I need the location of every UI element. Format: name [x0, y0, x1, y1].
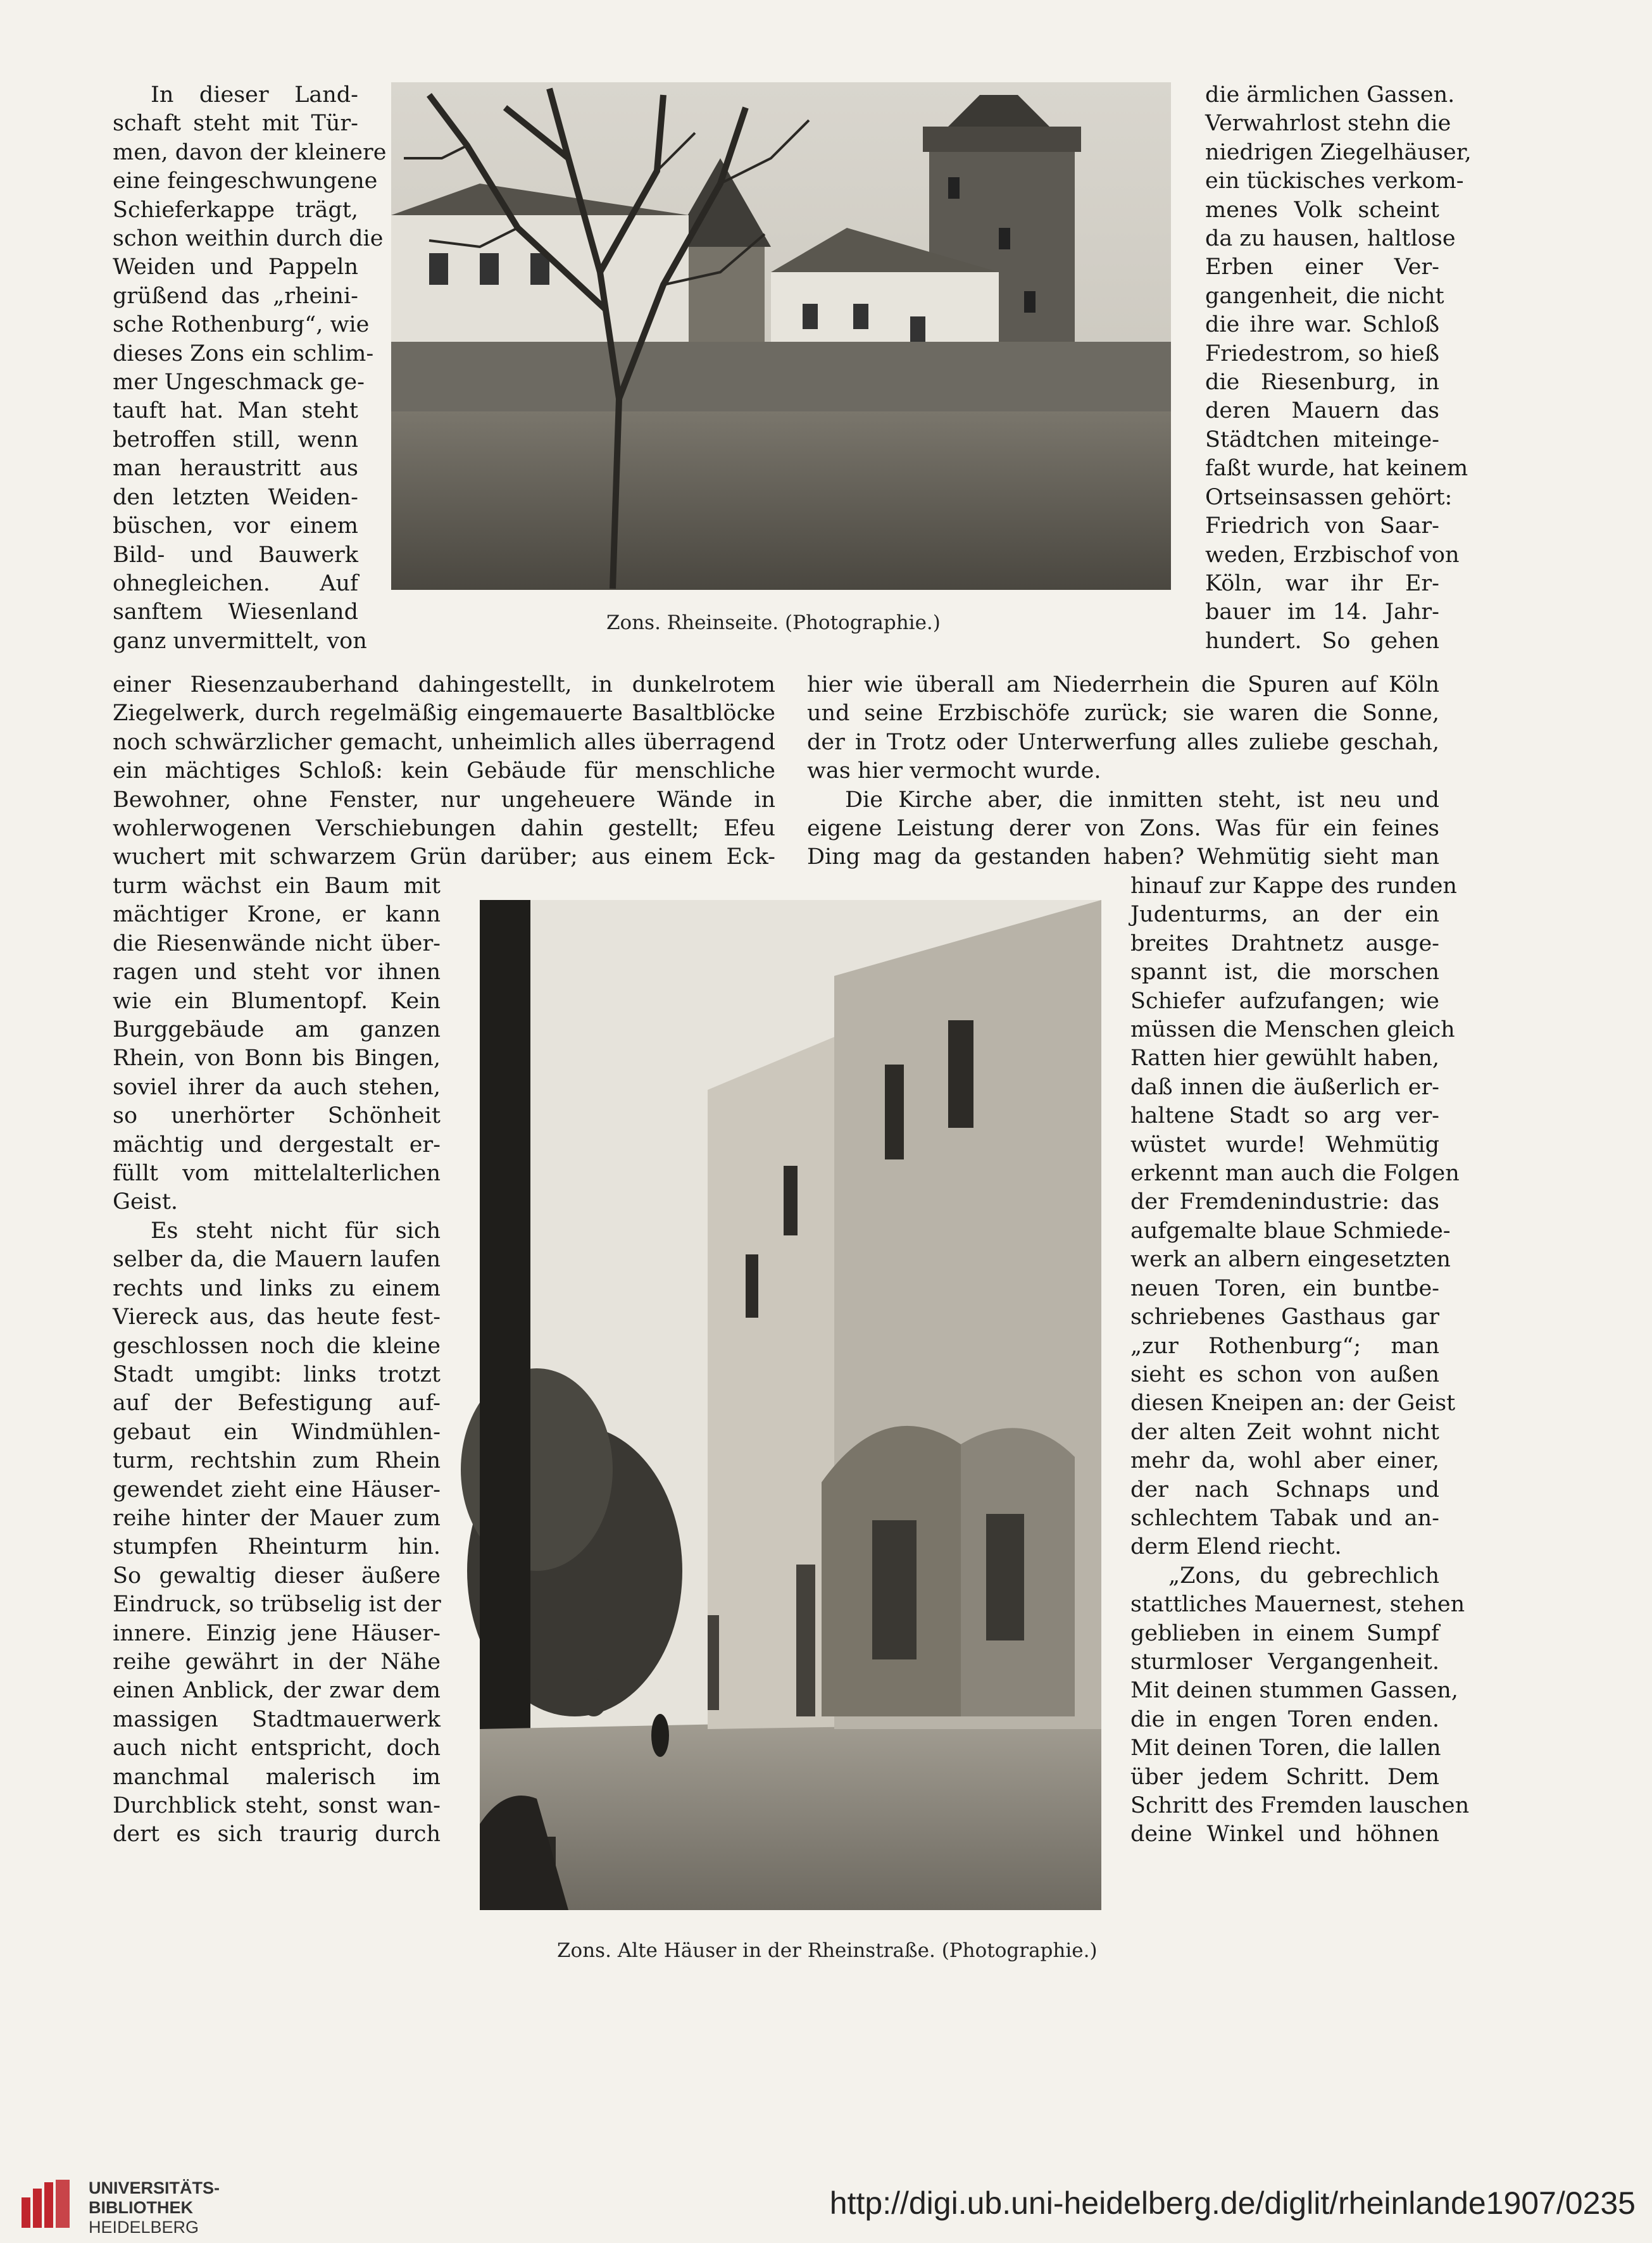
text-line: deine Winkel und höhnen [1130, 1821, 1439, 1847]
text-line: Mit deinen Toren, die lallen [1130, 1735, 1441, 1761]
text-line: turm wächst ein Baum mit [113, 873, 441, 899]
text-line: rechts und links zu einem [113, 1275, 441, 1301]
text-line: mächtig und dergestalt er- [113, 1132, 441, 1158]
text-line: betroffen still, wenn [113, 427, 358, 453]
text-line: gebaut ein Windmühlen- [113, 1419, 441, 1445]
text-line: stumpfen Rheinturm hin. [113, 1534, 441, 1560]
text-line: weden, Erzbischof von [1205, 542, 1460, 568]
text-line: mer Ungeschmack ge- [113, 370, 365, 396]
text-line: Die Kirche aber, die inmitten steht, ist neu und [845, 787, 1439, 813]
text-line: neuen Toren, ein buntbe- [1130, 1275, 1439, 1301]
text-line: Ziegelwerk, durch regelmäßig eingemauerte Basaltblöcke [113, 701, 775, 727]
text-line: schlechtem Tabak und an- [1130, 1505, 1439, 1531]
text-line: und seine Erzbischöfe zurück; sie waren die Sonne, [807, 701, 1439, 727]
text-line: Stadt umgibt: links trotzt [113, 1361, 441, 1387]
text-line: der Fremdenindustrie: das [1130, 1189, 1439, 1215]
text-line: So gewaltig dieser äußere [113, 1563, 441, 1589]
text-line: Ratten hier gewühlt haben, [1130, 1046, 1439, 1072]
photo-caption-rheinseite: Zons. Rheinseite. (Photographie.) [606, 611, 941, 634]
text-line: die Riesenwände nicht über- [113, 930, 441, 956]
text-line: Bewohner, ohne Fenster, nur ungeheuere Wände in [113, 787, 775, 813]
text-line: einen Anblick, der zwar dem [113, 1678, 441, 1704]
text-line: ragen und steht vor ihnen [113, 959, 441, 985]
photo-rheinseite-image [391, 82, 1171, 590]
text-line: hundert. So gehen [1205, 628, 1439, 654]
text-line: büschen, vor einem [113, 513, 358, 539]
text-line: so unerhörter Schönheit [113, 1103, 441, 1129]
text-line: Schiefer aufzufangen; wie [1130, 988, 1439, 1014]
text-line: niedrigen Ziegelhäuser, [1205, 139, 1472, 165]
text-line: was hier vermocht wurde. [807, 758, 1101, 784]
text-line: Burggebäude am ganzen [113, 1017, 441, 1043]
text-line: faßt wurde, hat keinem [1205, 456, 1468, 482]
text-line: men, davon der kleinere [113, 139, 387, 165]
text-line: man heraustritt aus [113, 456, 358, 482]
text-column-top-left [113, 81, 387, 656]
photo-caption-rheinstrasse: Zons. Alte Häuser in der Rheinstraße. (Photographie.) [557, 1939, 1098, 1962]
text-line: wie ein Blumentopf. Kein [113, 988, 441, 1014]
text-line: wüstet wurde! Wehmütig [1130, 1132, 1439, 1158]
text-column-lower-left [113, 872, 441, 1849]
text-line: der in Trotz oder Unterwerfung alles zuliebe geschah, [807, 729, 1439, 755]
text-line: soviel ihrer da auch stehen, [113, 1074, 441, 1100]
text-line: Ortseinsassen gehört: [1205, 484, 1453, 510]
text-line: Schritt des Fremden lauschen [1130, 1793, 1470, 1818]
text-line: reihe gewährt in der Nähe [113, 1649, 441, 1675]
text-line: auf der Befestigung auf- [113, 1390, 441, 1416]
text-line: da zu hausen, haltlose [1205, 226, 1456, 252]
text-line: ohnegleichen. Auf [113, 570, 358, 596]
text-line: füllt vom mittelalterlichen [113, 1161, 441, 1187]
text-line: geblieben in einem Sumpf [1130, 1620, 1439, 1646]
text-line: Friedrich von Saar- [1205, 513, 1439, 539]
text-line: bauer im 14. Jahr- [1205, 599, 1439, 625]
text-line: die ärmlichen Gassen. [1205, 82, 1455, 108]
text-line: innere. Einzig jene Häuser- [113, 1620, 441, 1646]
text-line: deren Mauern das [1205, 398, 1439, 424]
text-line: selber da, die Mauern laufen [113, 1247, 441, 1273]
text-line: eigene Leistung derer von Zons. Was für ein feines [807, 816, 1439, 842]
text-line: Geist. [113, 1189, 178, 1215]
photo-rheinstrasse [480, 900, 1101, 1910]
text-line: „zur Rothenburg“; man [1130, 1333, 1439, 1359]
text-line: einer Riesenzauberhand dahingestellt, in dunkelrotem [113, 672, 775, 697]
text-line: Ding mag da gestanden haben? Wehmütig sieht man [807, 844, 1439, 870]
page-footer [0, 2146, 1652, 2243]
text-line: der nach Schnaps und [1130, 1477, 1439, 1503]
text-line: sturmloser Vergangenheit. [1130, 1649, 1439, 1675]
text-line: erkennt man auch die Folgen [1130, 1161, 1460, 1187]
text-line: ein mächtiges Schloß: kein Gebäude für menschliche [113, 758, 775, 784]
photo-rheinstrasse-image [480, 900, 1101, 1910]
text-line: mehr da, wohl aber einer, [1130, 1448, 1439, 1474]
text-line: gangenheit, die nicht [1205, 283, 1444, 309]
text-line: In dieser Land- [151, 82, 358, 108]
library-name-line-1: UNIVERSITÄTS- [89, 2178, 220, 2197]
text-line: Mit deinen stummen Gassen, [1130, 1678, 1458, 1704]
text-line: Erben einer Ver- [1205, 254, 1439, 280]
text-line: dieses Zons ein schlim- [113, 341, 374, 366]
text-line: reihe hinter der Mauer zum [113, 1505, 441, 1531]
text-line: wohlerwogenen Verschiebungen dahin gestellt; Efeu [113, 816, 775, 842]
text-line: grüßend das „rheini- [113, 283, 358, 309]
library-name-line-3: HEIDELBERG [89, 2218, 199, 2237]
photo-rheinseite [391, 82, 1171, 590]
text-line: diesen Kneipen an: der Geist [1130, 1390, 1456, 1416]
text-line: daß innen die äußerlich er- [1130, 1074, 1439, 1100]
text-line: tauft hat. Man steht [113, 398, 358, 424]
text-line: gewendet zieht eine Häuser- [113, 1477, 441, 1503]
text-line: Rhein, von Bonn bis Bingen, [113, 1046, 441, 1072]
text-line: Viereck aus, das heute fest- [113, 1304, 441, 1330]
text-line: turm, rechtshin zum Rhein [113, 1448, 441, 1474]
text-line: Friedestrom, so hieß [1205, 341, 1439, 366]
text-line: Es steht nicht für sich [151, 1218, 441, 1244]
university-library-logo-icon [18, 2176, 73, 2232]
text-line: sanftem Wiesenland [113, 599, 358, 625]
text-line: derm Elend riecht. [1130, 1534, 1342, 1560]
text-line: noch schwärzlicher gemacht, unheimlich alles überragend [113, 729, 775, 755]
text-line: geschlossen noch die kleine [113, 1333, 441, 1359]
text-line: mächtiger Krone, er kann [113, 902, 441, 928]
text-line: die in engen Toren enden. [1130, 1706, 1439, 1732]
text-line: stattliches Mauernest, stehen [1130, 1592, 1465, 1618]
text-column-middle-right [807, 671, 1439, 872]
text-column-top-right [1205, 81, 1472, 656]
text-line: Durchblick steht, sonst wan- [113, 1793, 441, 1818]
text-line: Städtchen miteinge- [1205, 427, 1439, 453]
text-line: schaft steht mit Tür- [113, 111, 358, 137]
source-url-link[interactable]: http://digi.ub.uni-heidelberg.de/diglit/rheinlande1907/0235 [829, 2185, 1636, 2221]
text-line: der alten Zeit wohnt nicht [1130, 1419, 1439, 1445]
text-line: Köln, war ihr Er- [1205, 570, 1439, 596]
text-line: die Riesenburg, in [1205, 370, 1439, 396]
text-line: schriebenes Gasthaus gar [1130, 1304, 1439, 1330]
text-line: wuchert mit schwarzem Grün darüber; aus einem Eck- [113, 844, 775, 870]
text-line: massigen Stadtmauerwerk [113, 1706, 441, 1732]
text-line: breites Drahtnetz ausge- [1130, 930, 1439, 956]
text-line: sieht es schon von außen [1130, 1361, 1439, 1387]
text-line: eine feingeschwungene [113, 168, 378, 194]
text-line: Bild- und Bauwerk [113, 542, 358, 568]
text-line: spannt ist, die morschen [1130, 959, 1439, 985]
text-line: müssen die Menschen gleich [1130, 1017, 1455, 1043]
text-line: ganz unvermittelt, von [113, 628, 367, 654]
text-line: haltene Stadt so arg ver- [1130, 1103, 1439, 1129]
text-line: über jedem Schritt. Dem [1130, 1764, 1439, 1790]
text-line: ein tückisches verkom- [1205, 168, 1464, 194]
text-line: Schieferkappe trägt, [113, 197, 358, 223]
text-line: schon weithin durch die [113, 226, 384, 252]
text-line: hinauf zur Kappe des runden [1130, 873, 1457, 899]
text-line: Eindruck, so trübselig ist der [113, 1592, 441, 1618]
text-line: dert es sich traurig durch [113, 1821, 441, 1847]
text-line: Verwahrlost stehn die [1205, 111, 1451, 137]
text-column-middle-left [113, 671, 775, 872]
text-line: manchmal malerisch im [113, 1764, 441, 1790]
text-line: die ihre war. Schloß [1205, 312, 1439, 338]
library-name-line-2: BIBLIOTHEK [89, 2198, 193, 2217]
text-line: aufgemalte blaue Schmiede- [1130, 1218, 1451, 1244]
text-line: den letzten Weiden- [113, 484, 358, 510]
library-name [89, 2178, 220, 2237]
text-line: „Zons, du gebrechlich [1168, 1563, 1439, 1589]
text-line: werk an albern eingesetzten [1130, 1247, 1451, 1273]
text-line: Judenturms, an der ein [1130, 902, 1439, 928]
text-line: sche Rothenburg“, wie [113, 312, 370, 338]
text-line: hier wie überall am Niederrhein die Spuren auf Köln [807, 672, 1439, 697]
text-column-lower-right [1130, 872, 1470, 1849]
text-line: Weiden und Pappeln [113, 254, 358, 280]
text-line: auch nicht entspricht, doch [113, 1735, 441, 1761]
text-line: menes Volk scheint [1205, 197, 1439, 223]
